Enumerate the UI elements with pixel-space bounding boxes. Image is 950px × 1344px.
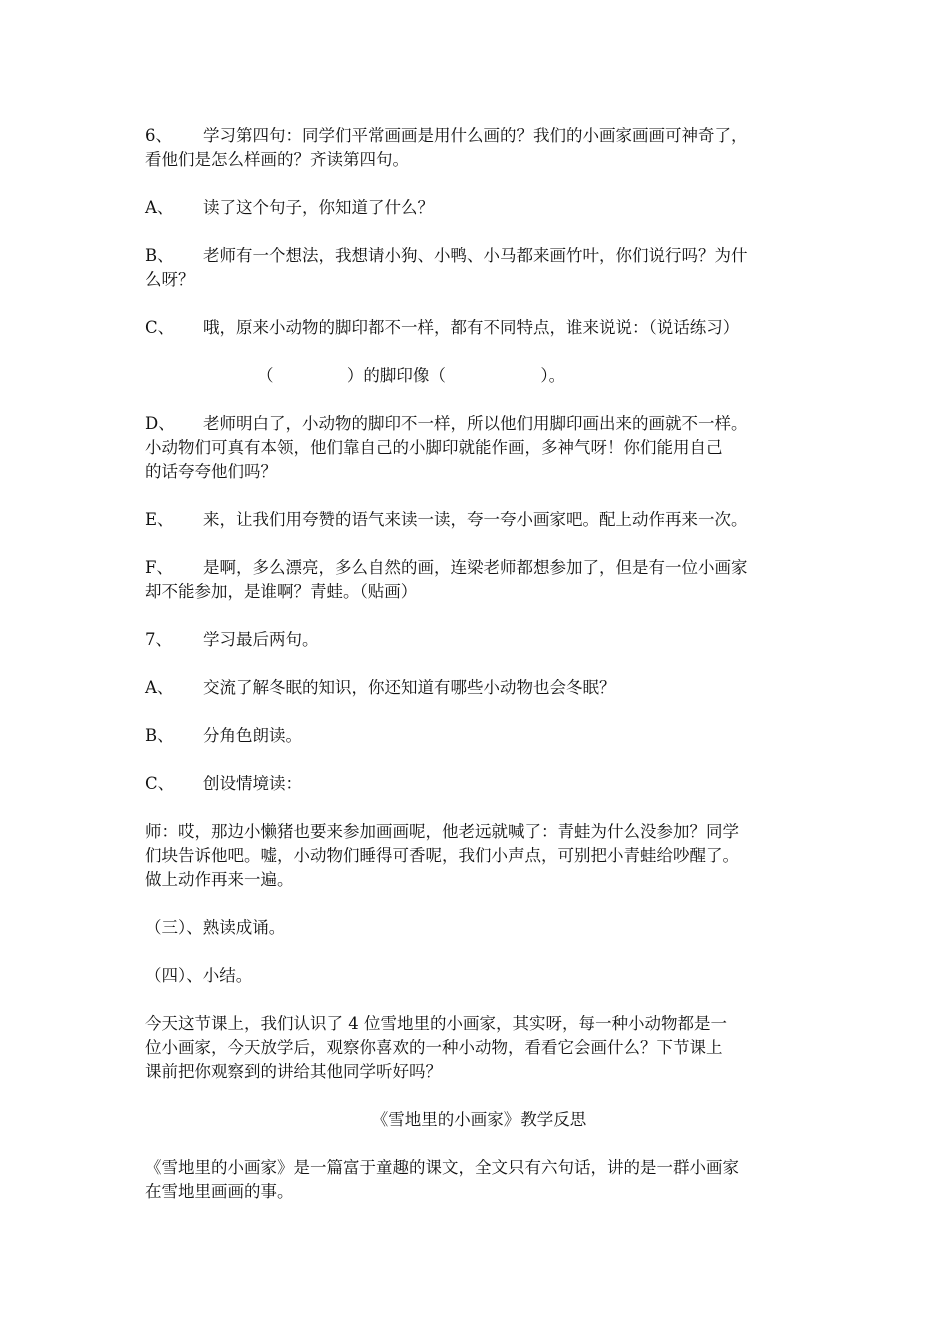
text-line: 么呀？ xyxy=(145,270,195,289)
document-page xyxy=(145,124,813,1228)
step-6e xyxy=(145,508,813,532)
step-6d xyxy=(145,412,813,484)
summary-paragraph: 今天这节课上，我们认识了 4 位雪地里的小画家，其实呀，每一种小动物都是一 位小画家，今天放学后，观察你喜欢的一种小动物，看看它会画什么？下节课上 课前把你观察到的讲给其他同学听好吗？ xyxy=(145,1014,727,1081)
list-marker: E、 xyxy=(145,510,174,529)
list-marker: C、 xyxy=(145,774,175,793)
text-line: 学习第四句：同学们平常画画是用什么画的？我们的小画家画画可神奇了， xyxy=(203,126,748,145)
list-marker: A、 xyxy=(145,198,174,217)
text-line: 是啊，多么漂亮，多么自然的画，连梁老师都想参加了，但是有一位小画家 xyxy=(203,558,748,577)
text-line: 来，让我们用夸赞的语气来读一读，夸一夸小画家吧。配上动作再来一次。 xyxy=(203,510,748,529)
list-marker: A、 xyxy=(145,678,174,697)
list-marker: B、 xyxy=(145,726,174,745)
text-line: 学习最后两句。 xyxy=(203,630,319,649)
list-marker: D、 xyxy=(145,414,175,433)
list-marker: 7、 xyxy=(145,630,172,649)
section-3-heading: （三）、熟读成诵。 xyxy=(145,918,286,937)
step-7 xyxy=(145,628,813,652)
step-6 xyxy=(145,124,813,172)
text-line: 的话夸夸他们吗？ xyxy=(145,462,277,481)
reflection-paragraph: 《雪地里的小画家》是一篇富于童趣的课文，全文只有六句话，讲的是一群小画家 在雪地里画画的事。 xyxy=(145,1158,739,1201)
step-6f xyxy=(145,556,813,604)
teacher-paragraph: 师：哎，那边小懒猪也要来参加画画呢，他老远就喊了：青蛙为什么没参加？同学 们块告诉他吧。嘘，小动物们睡得可香呢，我们小声点，可别把小青蛙给吵醒了。 做上动作再来一遍。 xyxy=(145,822,739,889)
text-line: 交流了解冬眠的知识，你还知道有哪些小动物也会冬眠？ xyxy=(203,678,616,697)
list-marker: B、 xyxy=(145,246,174,265)
list-marker: 6、 xyxy=(145,126,172,145)
fill-in-blank-line: （ ）的脚印像（ ）。 xyxy=(257,366,566,385)
step-6c xyxy=(145,316,813,340)
text-line: 却不能参加，是谁啊？青蛙。（贴画） xyxy=(145,582,418,601)
list-marker: C、 xyxy=(145,318,175,337)
text-line: 小动物们可真有本领，他们靠自己的小脚印就能作画，多神气呀！你们能用自己 xyxy=(145,438,723,457)
text-line: 老师有一个想法，我想请小狗、小鸭、小马都来画竹叶，你们说行吗？为什 xyxy=(203,246,748,265)
text-line: 读了这个句子，你知道了什么？ xyxy=(203,198,434,217)
text-line: 看他们是怎么样画的？齐读第四句。 xyxy=(145,150,409,169)
step-6b xyxy=(145,244,813,292)
text-line: 哦，原来小动物的脚印都不一样，都有不同特点，谁来说说：（说话练习） xyxy=(203,318,740,337)
section-4-heading: （四）、小结。 xyxy=(145,966,253,985)
step-7b xyxy=(145,724,813,748)
text-line: 老师明白了，小动物的脚印不一样，所以他们用脚印画出来的画就不一样。 xyxy=(203,414,748,433)
text-line: 创设情境读： xyxy=(203,774,302,793)
reflection-title: 《雪地里的小画家》教学反思 xyxy=(371,1110,587,1129)
step-6a xyxy=(145,196,813,220)
step-7a xyxy=(145,676,813,700)
list-marker: F、 xyxy=(145,558,173,577)
text-line: 分角色朗读。 xyxy=(203,726,302,745)
step-7c xyxy=(145,772,813,796)
